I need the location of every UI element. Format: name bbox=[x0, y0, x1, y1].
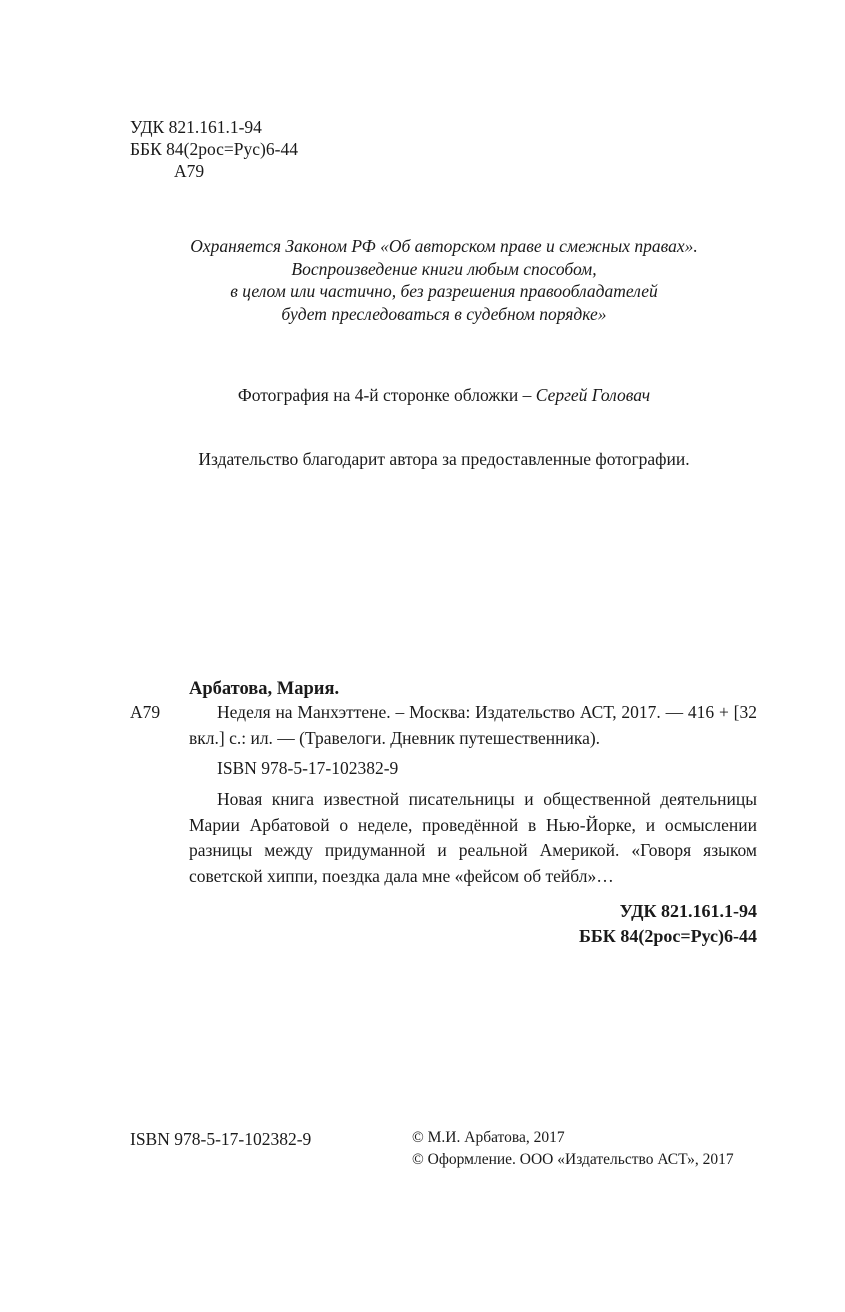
publisher-thanks: Издательство благодарит автора за предоставленные фотографии. bbox=[198, 449, 690, 469]
copyright-notice-line: в целом или частично, без разрешения правообладателей bbox=[230, 281, 658, 301]
catalog-codes bbox=[130, 899, 757, 949]
copyright-publisher: © Оформление. ООО «Издательство АСТ», 2017 bbox=[412, 1151, 734, 1168]
top-classification-codes bbox=[130, 116, 298, 182]
catalog-isbn: ISBN 978-5-17-102382-9 bbox=[217, 758, 399, 778]
catalog-udk: УДК 821.161.1-94 bbox=[619, 901, 757, 921]
author-mark: А79 bbox=[174, 161, 205, 181]
copyright-notice-line: Воспроизведение книги любым способом, bbox=[291, 258, 597, 279]
footer-isbn: ISBN 978-5-17-102382-9 bbox=[130, 1129, 312, 1149]
catalog-author-mark: А79 bbox=[130, 702, 161, 722]
copyright-notice bbox=[130, 235, 758, 325]
bibliographic-description: Неделя на Манхэттене. – Москва: Издательство АСТ, 2017. — 416 + [32 вкл.] с.: ил. — (Травелоги. Дневник путешественника). bbox=[189, 702, 757, 748]
catalog-bbk: ББК 84(2рос=Рус)6-44 bbox=[578, 926, 757, 946]
catalog-entry bbox=[130, 678, 757, 949]
copyright-author: © М.И. Арбатова, 2017 bbox=[412, 1129, 565, 1146]
udk-code: УДК 821.161.1-94 bbox=[130, 117, 262, 137]
photo-credit bbox=[130, 384, 758, 406]
copyright-notice-line: будет преследоваться в судебном порядке» bbox=[281, 303, 607, 324]
photo-credit-author: Сергей Головач bbox=[535, 385, 651, 405]
catalog-author: Арбатова, Мария. bbox=[189, 679, 340, 699]
photo-credit-text: Фотография на 4-й сторонке обложки – bbox=[237, 385, 536, 405]
footer-copyrights bbox=[412, 1127, 734, 1171]
bbk-code: ББК 84(2рос=Рус)6-44 bbox=[130, 139, 298, 159]
bibliographic-block bbox=[130, 700, 757, 751]
copyright-notice-line: Охраняется Законом РФ «Об авторском праве и смежных правах». bbox=[190, 236, 698, 256]
book-annotation: Новая книга известной писательницы и общественной деятельницы Марии Арбатовой о неделе, проведённой в Нью-Йорке, и осмыслении разницы между придуманной и реальной Америкой. «Говоря языком советской хиппи, поездка дала мне «фейсом об тейбл»… bbox=[189, 789, 757, 886]
